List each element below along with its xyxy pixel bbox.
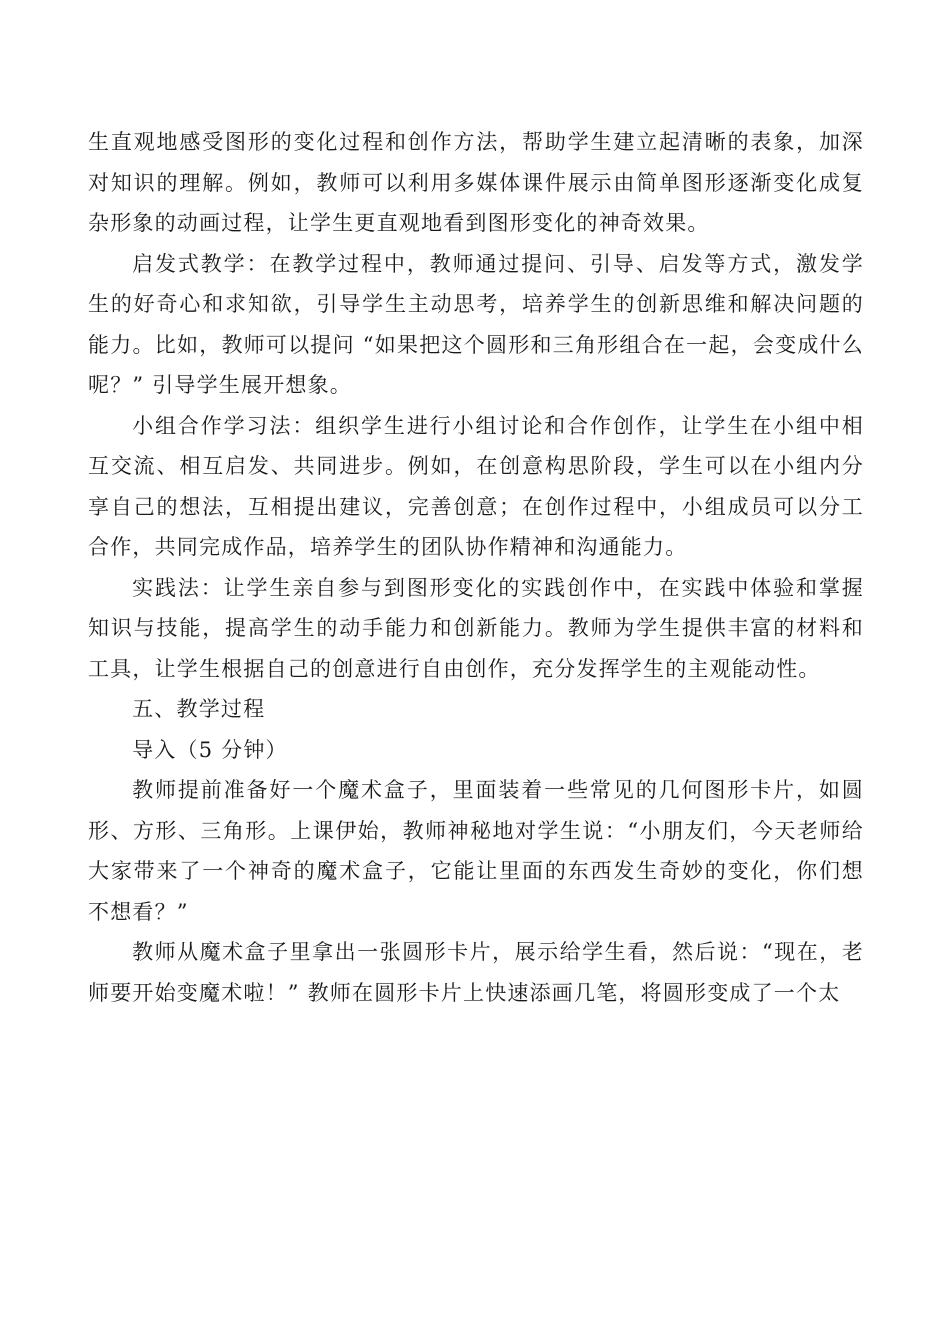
- paragraph-continued: 生直观地感受图形的变化过程和创作方法，帮助学生建立起清晰的表象，加深对知识的理解。例如，教师可以利用多媒体课件展示由简单图形逐渐变化成复杂形象的动画过程，让学生更直观地看到图形变化的神奇效果。: [88, 130, 864, 235]
- document-body: [88, 122, 864, 1013]
- paragraph-circle-card: 教师从魔术盒子里拿出一张圆形卡片，展示给学生看，然后说：“现在，老师要开始变魔术啦！” 教师在圆形卡片上快速添画几笔，将圆形变成了一个太: [88, 940, 864, 1005]
- paragraph-heuristic-teaching: 启发式教学：在教学过程中，教师通过提问、引导、启发等方式，激发学生的好奇心和求知欲，引导学生主动思考，培养学生的创新思维和解决问题的能力。比如，教师可以提问 “如果把这个圆形和三角形组合在一起，会变成什么呢？” 引导学生展开想象。: [88, 251, 864, 397]
- paragraph-group-cooperation: 小组合作学习法：组织学生进行小组讨论和合作创作，让学生在小组中相互交流、相互启发、共同进步。例如，在创意构思阶段，学生可以在小组内分享自己的想法，互相提出建议，完善创意；在创作过程中，小组成员可以分工合作，共同完成作品，培养学生的团队协作精神和沟通能力。: [88, 413, 864, 559]
- section-heading-teaching-process: 五、教学过程: [132, 697, 266, 721]
- paragraph-magic-box: 教师提前准备好一个魔术盒子，里面装着一些常见的几何图形卡片，如圆形、方形、三角形。上课伊始，教师神秘地对学生说：“小朋友们，今天老师给大家带来了一个神奇的魔术盒子，它能让里面的东西发生奇妙的变化，你们想不想看？”: [88, 778, 864, 924]
- paragraph-practice-method: 实践法：让学生亲自参与到图形变化的实践创作中，在实践中体验和掌握知识与技能，提高学生的动手能力和创新能力。教师为学生提供丰富的材料和工具，让学生根据自己的创意进行自由创作，充分发挥学生的主观能动性。: [88, 575, 864, 681]
- subheading-introduction: 导入（5 分钟）: [132, 737, 288, 762]
